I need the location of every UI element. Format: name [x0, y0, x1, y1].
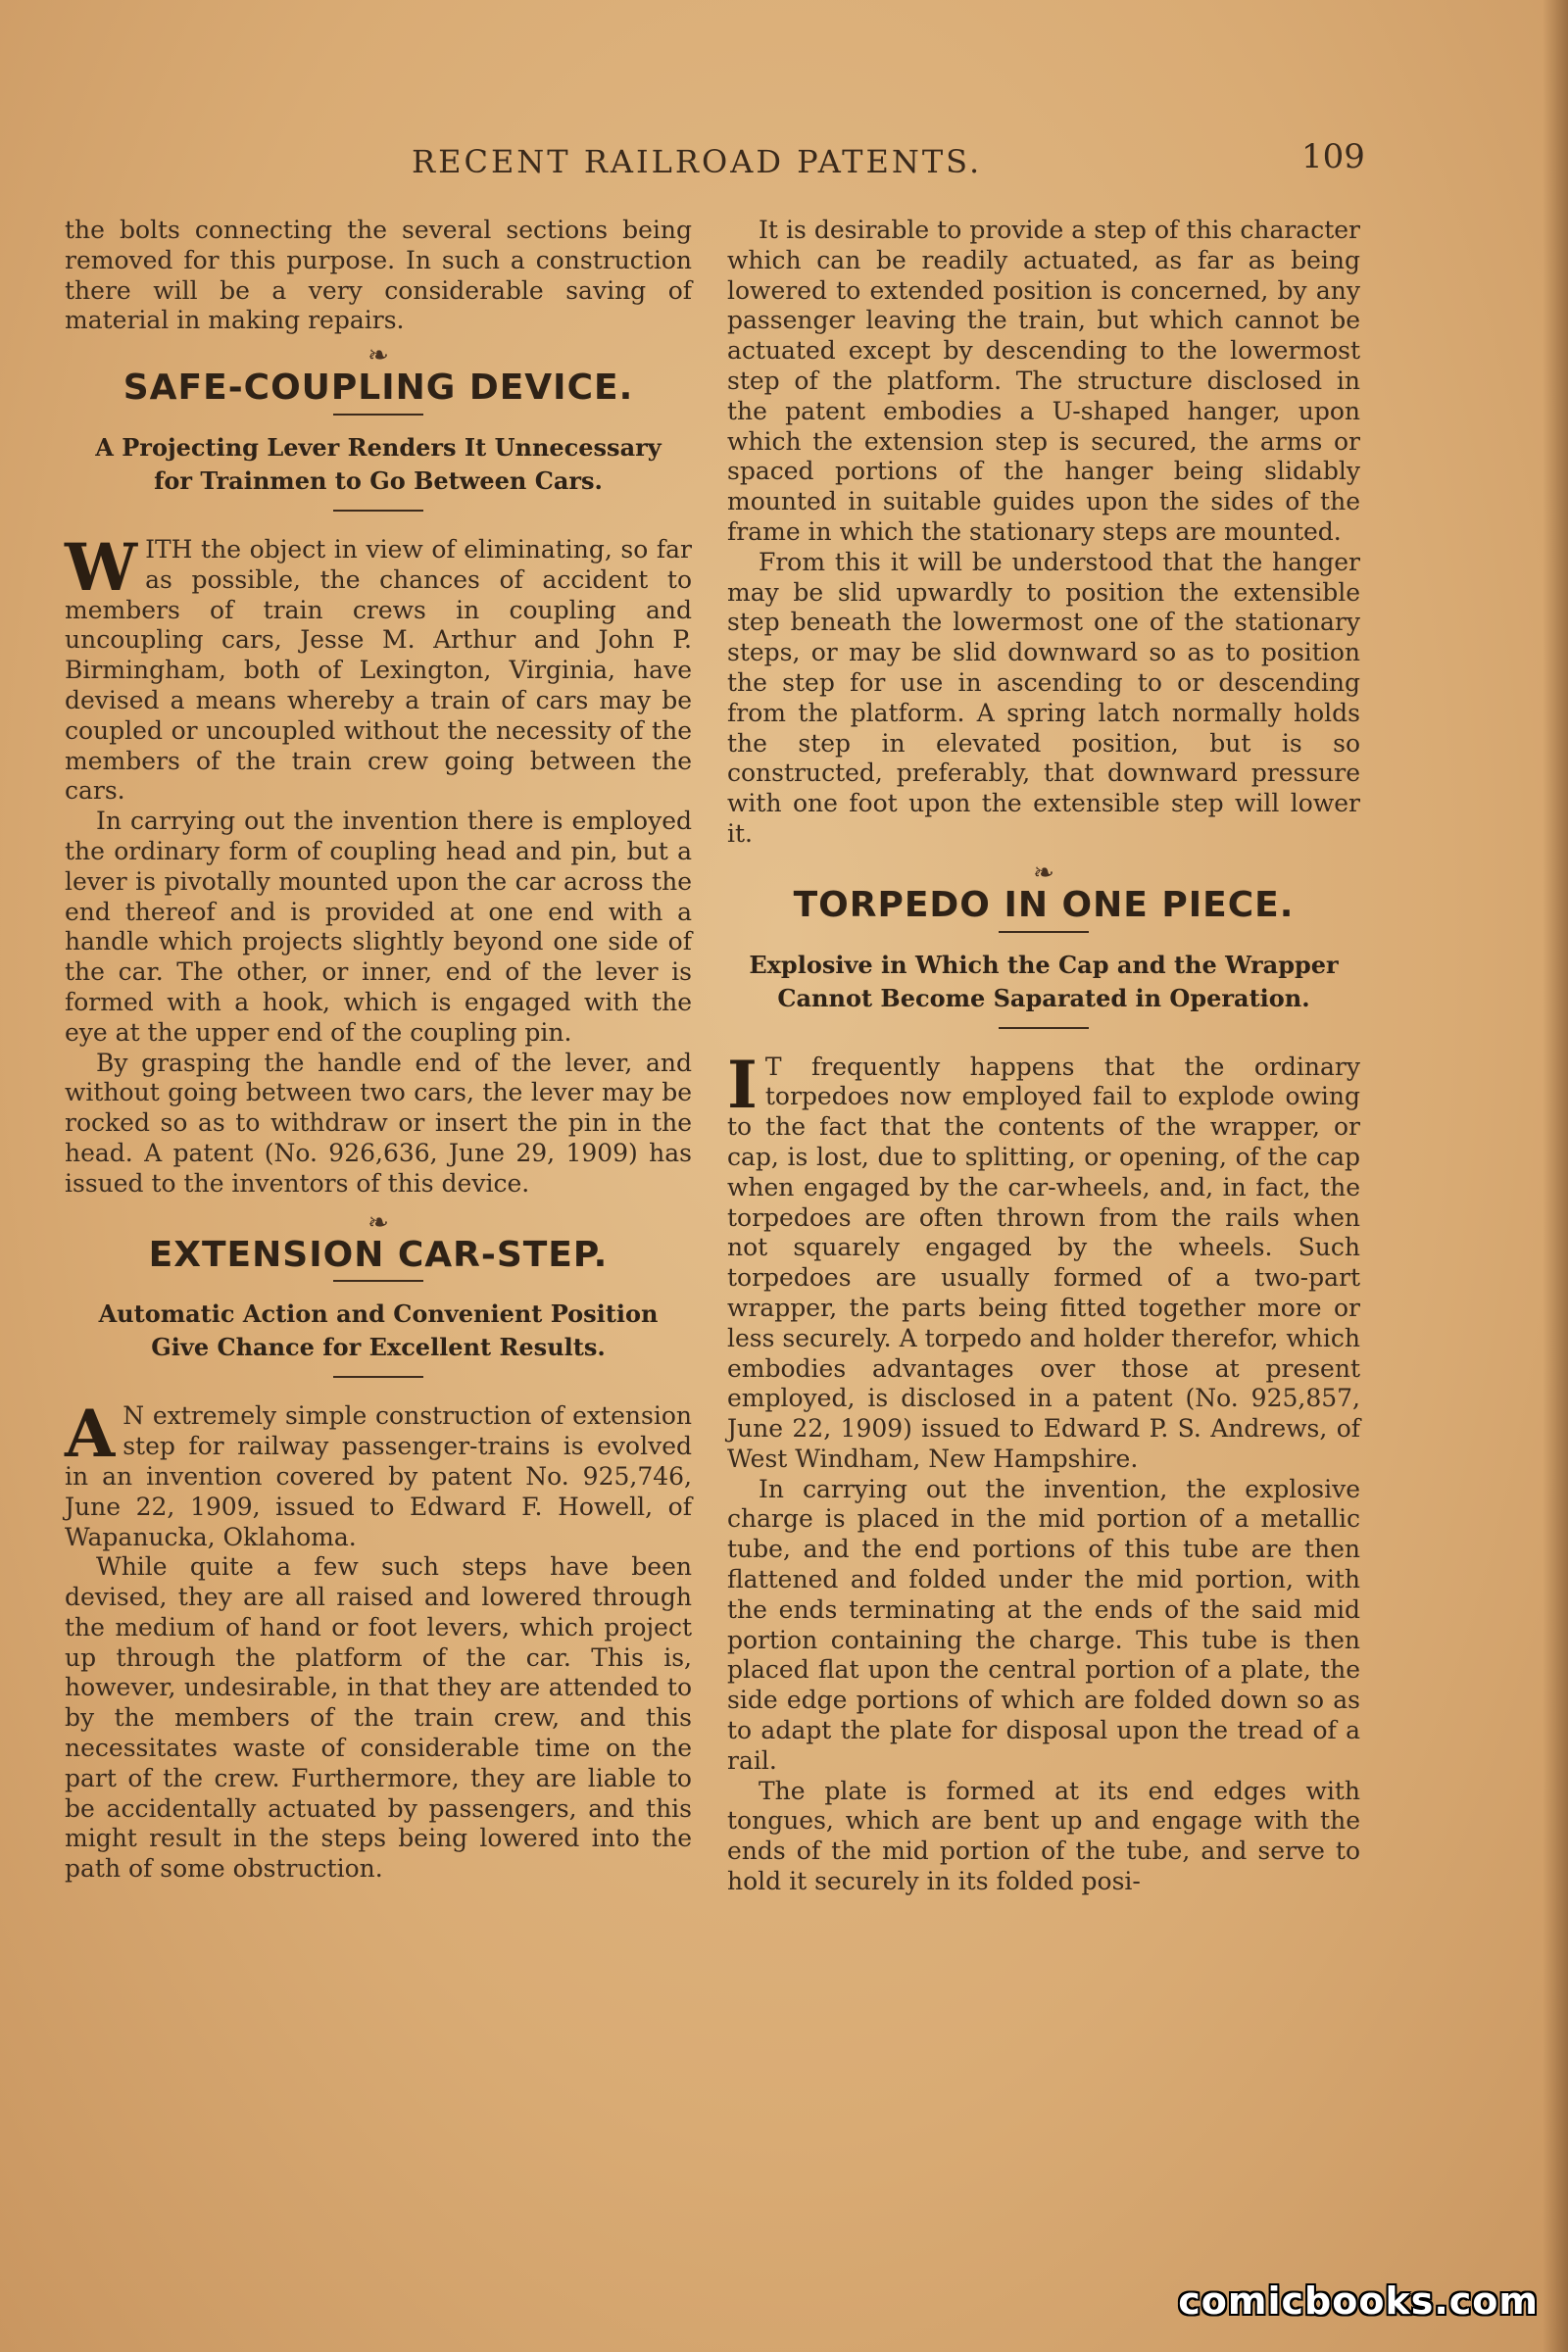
continued-paragraph: the bolts connecting the several sections being removed for this purpose. In such a construction there will be a very considerable saving of material in making repairs.: [65, 216, 692, 335]
drop-cap: A: [65, 1396, 116, 1473]
ornament-icon: ❧: [368, 341, 389, 371]
right-column: [727, 216, 1360, 1897]
paragraph: In carrying out the invention, the explosive charge is placed in the mid portion of a metallic tube, and the end portions of this tube are then flattened and folded under the mid portion, with the ends terminating at the ends of the said mid portion containing the charge. This tube is then placed flat upon the central portion of a plate, the side edge portions of which are folded down so as to adapt the plate for disposal upon the tread of a rail.: [727, 1474, 1360, 1775]
divider: [999, 1027, 1089, 1029]
paragraph: The plate is formed at its end edges with tongues, which are bent up and engage with the ends of the mid portion of the tube, and serve to hold it securely in its folded posi-: [727, 1776, 1360, 1896]
divider: [333, 510, 423, 512]
running-title: RECENT RAILROAD PATENTS.: [412, 143, 983, 180]
paragraph: WITH the object in view of eliminating, so far as possible, the chances of accident to members of train crews in coupling and uncoupling cars, Jesse M. Arthur and John P. Birmingham, both of Lexington, Virginia, have devised a means whereby a train of cars may be coupled or uncoupled without the necessity of the members of the train crew going between the cars.: [65, 528, 692, 806]
article-title-torpedo: TORPEDO IN ONE PIECE.: [793, 884, 1295, 925]
divider: [333, 414, 423, 416]
article-subtitle-safe-coupling: A Projecting Lever Renders It Unnecessary for Trainmen to Go Between Cars.: [95, 432, 662, 495]
paragraph: A N extremely simple construction of extension step for railway passenger-trains is evolved in an invention covered by patent No. 925,746, June 22, 1909, issued to Edward F. Howell, of Wapanucka, Oklahoma.: [65, 1396, 692, 1551]
article-title-safe-coupling: SAFE-COUPLING DEVICE.: [122, 368, 634, 409]
article-title-extension-car-step: EXTENSION CAR-STEP.: [148, 1234, 609, 1275]
paragraph: From this it will be understood that the hanger may be slid upwardly to position the extensible step beneath the lowermost one of the stationary steps, or may be slid downward so as to position the step for use in ascending to or descending from the platform. A spring latch normally holds the step in elevated position, but is so constructed, preferably, that downward pressure with one foot upon the extensible step will lower it.: [727, 547, 1360, 848]
paragraph: In carrying out the invention there is employed the ordinary form of coupling head and pin, but a lever is pivotally mounted upon the car across the end thereof and is provided at one end with a handle which projects slightly beyond one side of the car. The other, or inner, end of the lever is formed with a hook, which is engaged with the eye at the upper end of the coupling pin.: [65, 807, 692, 1047]
watermark: comicbooks.com: [1178, 2279, 1539, 2323]
divider: [999, 931, 1089, 933]
divider: [333, 1280, 423, 1282]
divider: [333, 1376, 423, 1378]
ornament-icon: ❧: [368, 1207, 389, 1238]
paragraph: I T frequently happens that the ordinary torpedoes now employed fail to explode owing to the fact that the contents of the wrapper, or cap, is lost, due to splitting, or opening, of the cap when engaged by the car-wheels, and, in fact, the torpedoes are often thrown from the rails when not squarely engaged by the wheels. Such torpedoes are usually formed of a two-part wrapper, the parts being fitted together more or less securely. A torpedo and holder therefor, which embodies advantages over those at present employed, is disclosed in a patent (No. 925,857, June 22, 1909) issued to Edward P. S. Andrews, of West Windham, New Hampshire.: [727, 1046, 1360, 1473]
page-edge-shadow: [1543, 0, 1568, 2352]
paragraph: By grasping the handle end of the lever, and without going between two cars, the lever may be rocked so as to withdraw or insert the pin in the head. A patent (No. 926,636, June 29, 1909) has issued to the inventors of this device.: [65, 1048, 692, 1198]
left-column: [65, 216, 692, 1885]
drop-cap: W: [65, 528, 138, 606]
paragraph: It is desirable to provide a step of this character which can be readily actuated, as far as being lowered to extended position is concerned, by any passenger leaving the train, but which cannot be actuated except by descending to the lowermost step of the platform. The structure disclosed in the patent embodies a U-shaped hanger, upon which the extension step is secured, the arms or spaced portions of the hanger being slidably mounted in suitable guides upon the sides of the frame in which the stationary steps are mounted.: [727, 216, 1360, 546]
drop-cap: I: [727, 1046, 758, 1123]
article-subtitle-torpedo: Explosive in Which the Cap and the Wrapper Cannot Become Saparated in Operation.: [749, 950, 1339, 1012]
article-subtitle-extension-car-step: Automatic Action and Convenient Position Give Chance for Excellent Results.: [98, 1299, 659, 1362]
paragraph: While quite a few such steps have been devised, they are all raised and lowered through the medium of hand or foot levers, which project up through the platform of the car. This is, however, undesirable, in that they are attended to by the members of the train crew, and this necessitates waste of considerable time on the part of the crew. Furthermore, they are liable to be accidentally actuated by passengers, and this might result in the steps being lowered into the path of some obstruction.: [65, 1552, 692, 1884]
ornament-icon: ❧: [1033, 858, 1054, 888]
page-number: 109: [1301, 137, 1365, 176]
